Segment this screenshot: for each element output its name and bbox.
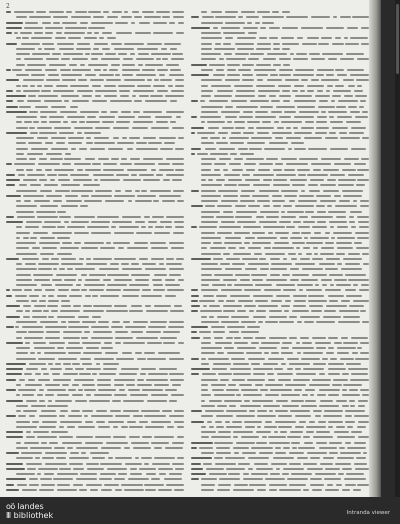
text-line <box>6 304 184 308</box>
text-line <box>191 115 369 119</box>
text-line <box>6 152 184 156</box>
text-line <box>6 451 184 455</box>
text-line <box>191 257 369 261</box>
text-line <box>6 430 184 434</box>
text-line <box>191 320 369 324</box>
logo-word-bibliothek: bibliothek <box>13 511 54 520</box>
text-line <box>191 325 369 329</box>
page-gutter <box>369 0 381 497</box>
text-line <box>191 84 369 88</box>
text-line <box>6 236 184 240</box>
viewer-footer <box>0 497 400 524</box>
text-line <box>6 446 184 450</box>
text-line <box>191 168 369 172</box>
text-line <box>6 21 184 25</box>
text-line <box>6 141 184 145</box>
text-line <box>191 430 369 434</box>
text-line <box>191 378 369 382</box>
library-logo[interactable] <box>6 502 53 520</box>
logo-prefix: oö <box>6 502 15 511</box>
text-line <box>191 36 369 40</box>
text-line <box>6 336 184 340</box>
text-line <box>6 477 184 481</box>
text-line <box>191 99 369 103</box>
text-line <box>191 178 369 182</box>
text-line <box>6 84 184 88</box>
text-line <box>191 147 369 151</box>
text-line <box>191 367 369 371</box>
text-line <box>6 315 184 319</box>
text-line <box>191 420 369 424</box>
text-line <box>191 372 369 376</box>
text-line <box>6 320 184 324</box>
text-line <box>6 341 184 345</box>
text-line <box>191 393 369 397</box>
text-line <box>6 241 184 245</box>
text-line <box>6 231 184 235</box>
text-line <box>6 99 184 103</box>
text-line <box>191 346 369 350</box>
text-line <box>6 472 184 476</box>
text-line <box>6 162 184 166</box>
text-line <box>6 157 184 161</box>
logo-word-landes: landes <box>17 502 44 511</box>
text-line <box>191 42 369 46</box>
text-line <box>6 15 184 19</box>
text-line <box>6 346 184 350</box>
text-line <box>6 404 184 408</box>
text-line <box>6 483 184 487</box>
text-line <box>6 147 184 151</box>
text-line <box>6 215 184 219</box>
text-line <box>6 89 184 93</box>
text-line <box>6 367 184 371</box>
text-line <box>191 351 369 355</box>
text-line <box>191 194 369 198</box>
text-line <box>191 483 369 487</box>
text-line <box>191 309 369 313</box>
text-line <box>6 194 184 198</box>
text-line <box>6 246 184 250</box>
text-line <box>191 441 369 445</box>
text-line <box>6 252 184 256</box>
text-line <box>6 262 184 266</box>
text-line <box>191 462 369 466</box>
text-line <box>6 63 184 67</box>
text-line <box>191 157 369 161</box>
logo-line-2 <box>6 511 53 520</box>
viewer-label: Intranda viewer <box>346 510 390 516</box>
text-line <box>6 36 184 40</box>
text-line <box>191 225 369 229</box>
text-line <box>6 189 184 193</box>
text-line <box>6 131 184 135</box>
text-line <box>6 68 184 72</box>
text-line <box>191 404 369 408</box>
text-line <box>191 409 369 413</box>
text-line <box>191 94 369 98</box>
text-line <box>6 399 184 403</box>
text-line <box>6 26 184 30</box>
text-line <box>191 273 369 277</box>
text-line <box>6 362 184 366</box>
text-line <box>191 330 369 334</box>
text-line <box>191 236 369 240</box>
text-line <box>6 414 184 418</box>
text-line <box>6 378 184 382</box>
text-line <box>191 120 369 124</box>
left-text-column <box>6 10 184 493</box>
text-line <box>191 215 369 219</box>
text-line <box>191 294 369 298</box>
text-line <box>191 304 369 308</box>
text-line <box>191 63 369 67</box>
text-line <box>6 425 184 429</box>
text-line <box>6 357 184 361</box>
text-line <box>191 52 369 56</box>
text-line <box>191 110 369 114</box>
text-line <box>6 456 184 460</box>
text-line <box>191 435 369 439</box>
text-line <box>191 15 369 19</box>
text-line <box>191 446 369 450</box>
text-line <box>191 89 369 93</box>
text-line <box>191 131 369 135</box>
text-line <box>191 246 369 250</box>
scrollbar-thumb[interactable] <box>396 4 399 74</box>
text-line <box>191 357 369 361</box>
text-line <box>6 283 184 287</box>
text-line <box>6 467 184 471</box>
text-line <box>191 388 369 392</box>
text-line <box>191 278 369 282</box>
text-line <box>191 189 369 193</box>
text-line <box>6 435 184 439</box>
text-line <box>191 21 369 25</box>
text-line <box>6 441 184 445</box>
text-line <box>191 141 369 145</box>
text-line <box>191 262 369 266</box>
text-line <box>191 173 369 177</box>
text-line <box>6 225 184 229</box>
text-line <box>6 420 184 424</box>
page-number: 2 <box>6 3 10 10</box>
text-line <box>6 199 184 203</box>
text-line <box>6 393 184 397</box>
text-line <box>191 152 369 156</box>
text-line <box>191 73 369 77</box>
text-line <box>6 372 184 376</box>
text-line <box>6 409 184 413</box>
text-line <box>191 105 369 109</box>
right-text-column <box>191 10 369 493</box>
text-line <box>191 210 369 214</box>
text-line <box>6 278 184 282</box>
text-line <box>6 173 184 177</box>
text-line <box>6 309 184 313</box>
text-line <box>6 94 184 98</box>
text-line <box>191 10 369 14</box>
text-line <box>6 294 184 298</box>
text-line <box>191 78 369 82</box>
text-line <box>191 472 369 476</box>
logo-line-1 <box>6 502 53 511</box>
text-line <box>191 231 369 235</box>
text-line <box>6 462 184 466</box>
text-line <box>6 299 184 303</box>
scrollbar[interactable] <box>395 0 400 497</box>
text-line <box>191 283 369 287</box>
text-line <box>6 330 184 334</box>
text-line <box>6 115 184 119</box>
text-line <box>6 273 184 277</box>
text-line <box>6 288 184 292</box>
text-line <box>6 78 184 82</box>
text-line <box>191 414 369 418</box>
text-line <box>191 425 369 429</box>
text-line <box>6 257 184 261</box>
text-line <box>191 241 369 245</box>
text-line <box>6 168 184 172</box>
text-line <box>191 315 369 319</box>
text-line <box>6 136 184 140</box>
text-line <box>6 183 184 187</box>
text-line <box>6 73 184 77</box>
text-line <box>6 325 184 329</box>
logo-bars: III <box>6 511 11 520</box>
text-line <box>191 299 369 303</box>
text-line <box>191 336 369 340</box>
text-line <box>6 126 184 130</box>
text-line <box>6 220 184 224</box>
text-line <box>191 383 369 387</box>
text-line <box>191 267 369 271</box>
text-line <box>191 162 369 166</box>
text-line <box>6 42 184 46</box>
text-line <box>191 288 369 292</box>
text-line <box>191 477 369 481</box>
text-line <box>6 120 184 124</box>
text-line <box>191 68 369 72</box>
text-line <box>6 47 184 51</box>
text-line <box>191 47 369 51</box>
text-line <box>6 488 184 492</box>
text-line <box>6 52 184 56</box>
text-line <box>6 388 184 392</box>
text-line <box>191 488 369 492</box>
text-line <box>191 341 369 345</box>
text-line <box>6 57 184 61</box>
text-line <box>191 26 369 30</box>
text-line <box>6 267 184 271</box>
text-line <box>191 456 369 460</box>
text-line <box>6 383 184 387</box>
text-line <box>6 105 184 109</box>
text-line <box>6 31 184 35</box>
text-line <box>191 467 369 471</box>
text-line <box>191 220 369 224</box>
text-line <box>6 110 184 114</box>
text-line <box>191 199 369 203</box>
text-line <box>191 399 369 403</box>
text-line <box>191 136 369 140</box>
text-line <box>6 210 184 214</box>
text-line <box>6 351 184 355</box>
text-line <box>191 57 369 61</box>
text-line <box>191 126 369 130</box>
text-line <box>6 204 184 208</box>
text-line <box>191 204 369 208</box>
text-line <box>191 451 369 455</box>
text-line <box>6 178 184 182</box>
text-line <box>191 31 369 35</box>
text-line <box>191 252 369 256</box>
text-line <box>6 10 184 14</box>
text-line <box>191 362 369 366</box>
text-line <box>191 183 369 187</box>
